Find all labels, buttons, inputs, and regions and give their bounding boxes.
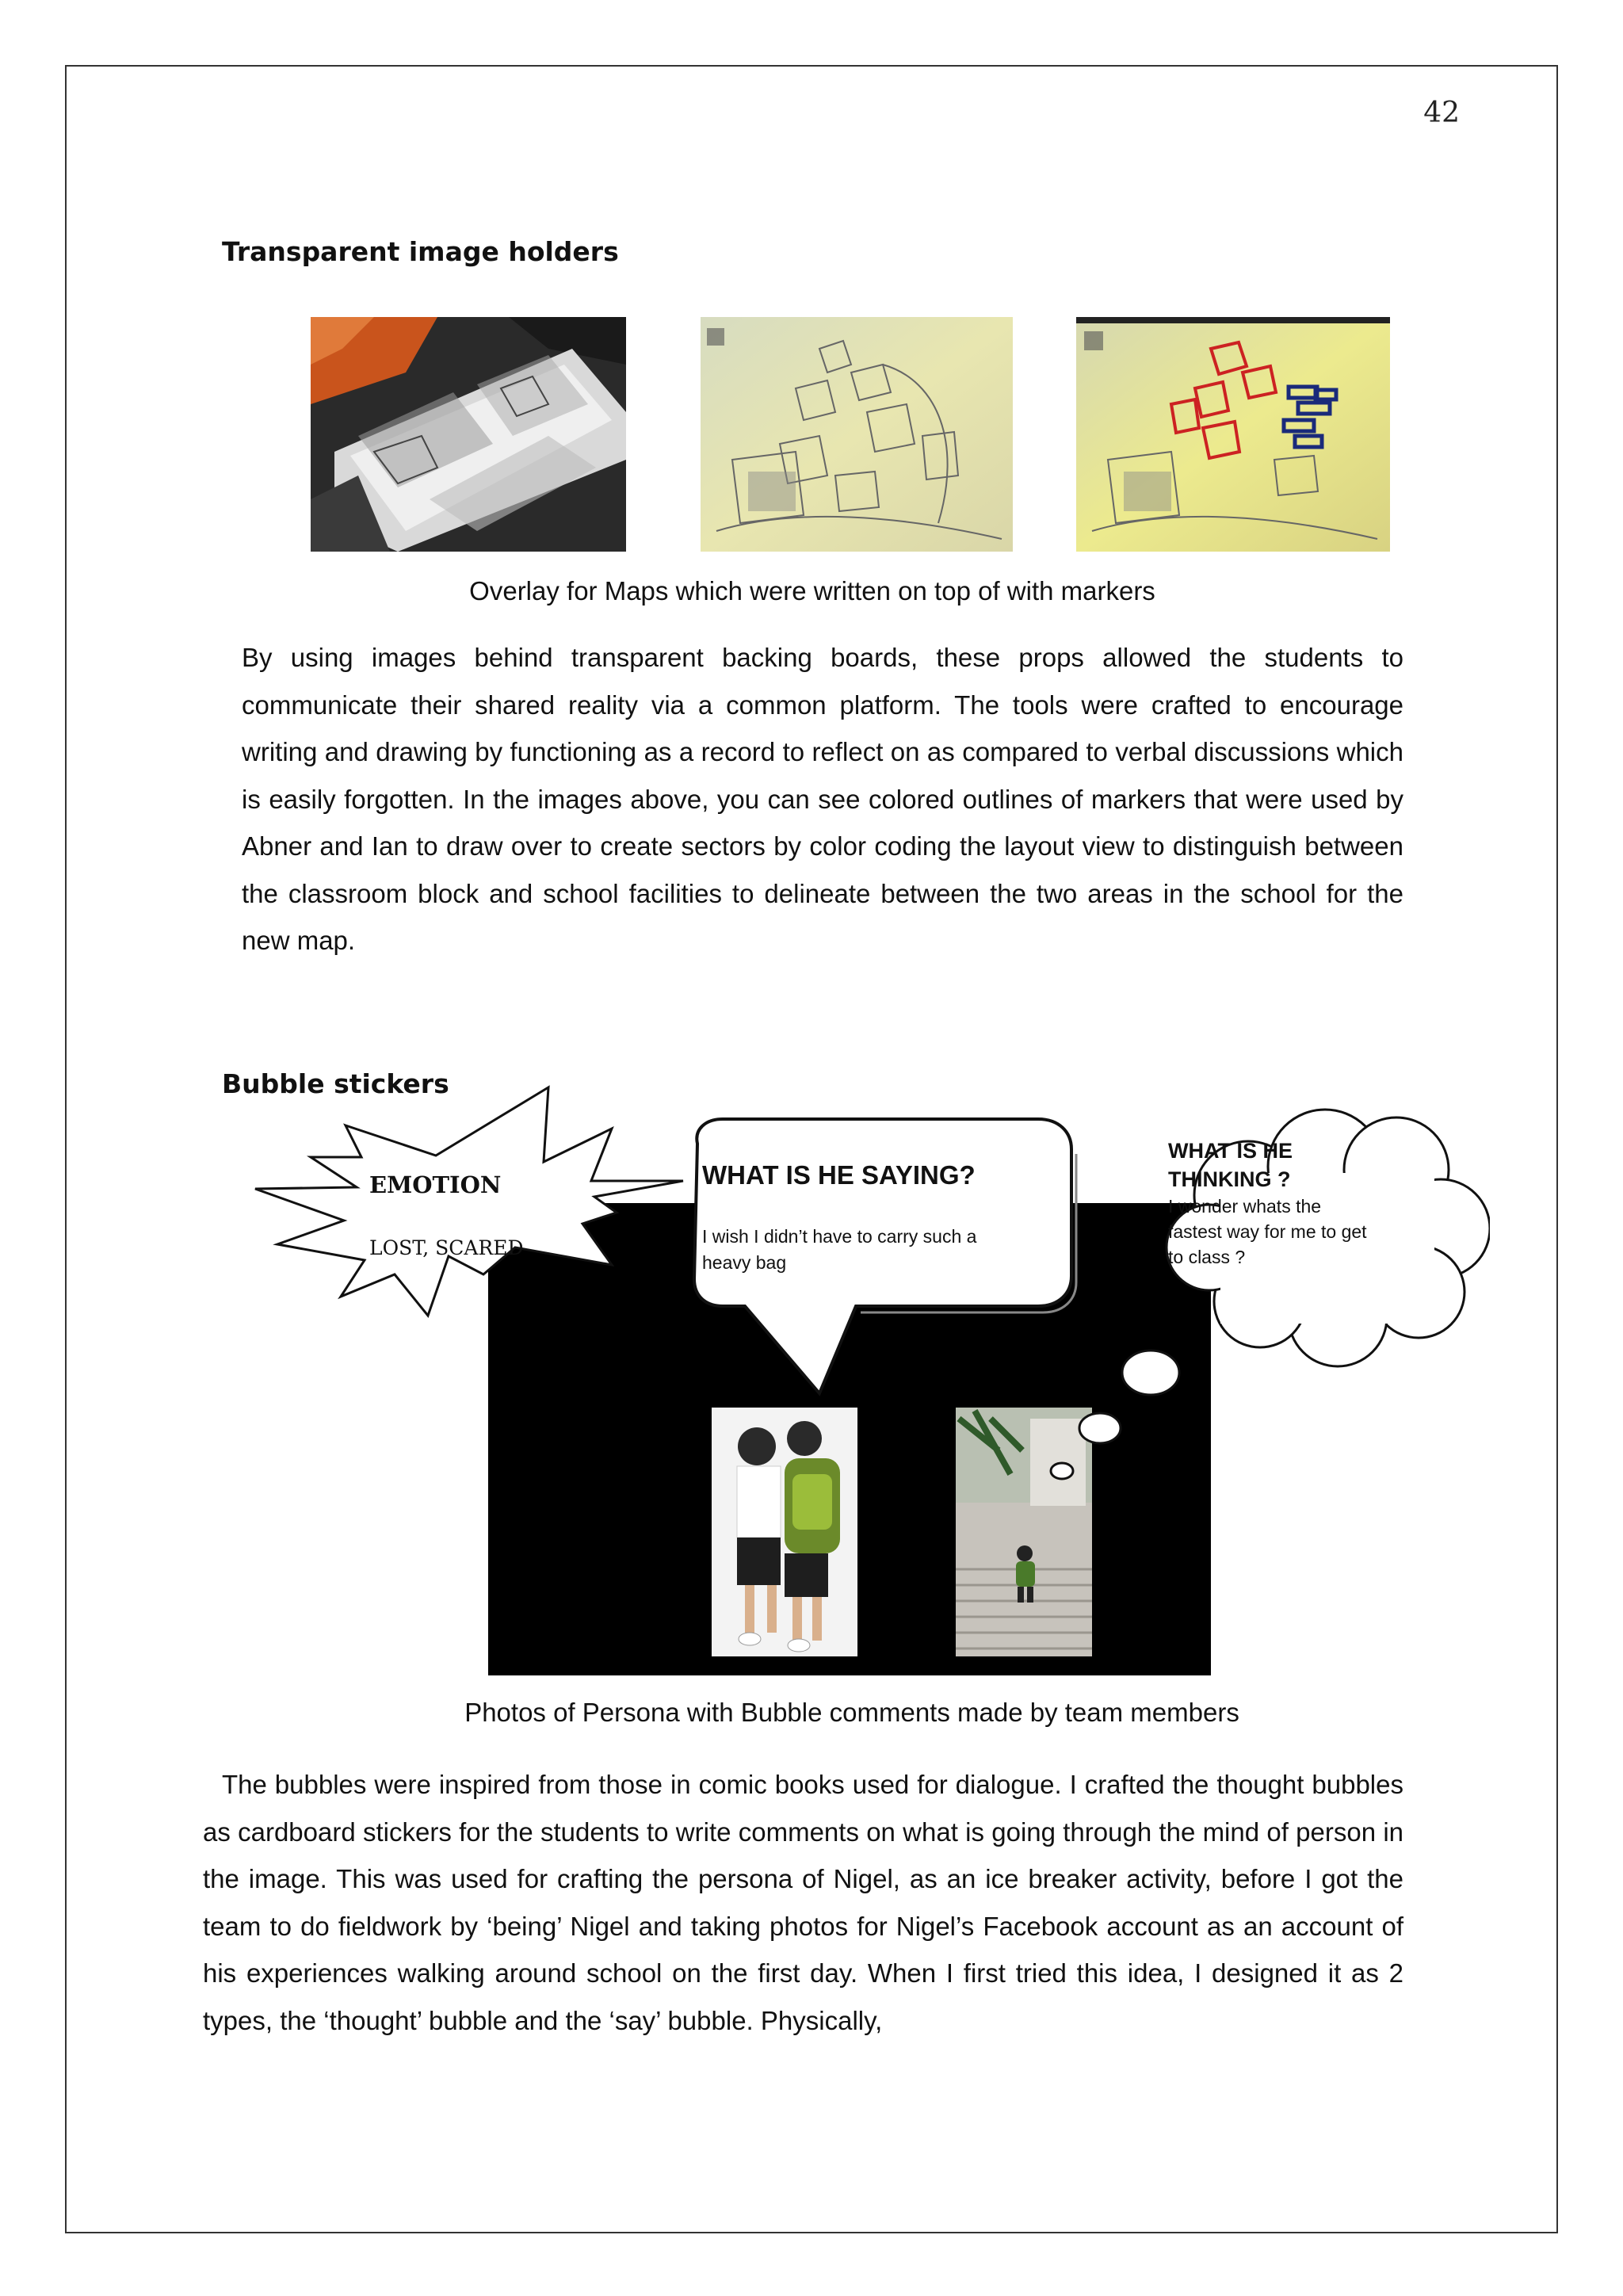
thought-bubble-text-line: fastest way for me to get	[1168, 1221, 1367, 1242]
speech-bubble-title: WHAT IS HE SAYING?	[702, 1160, 976, 1190]
paragraph-text: By using images behind transparent backing boards, these props allowed the students to communicate their shared reality via a common platform. The tools were crafted to encourage writing and drawing by functioning as a record to reflect on as compared to verbal discussions which is easily forgotten. In the images above, you can see colored outlines of markers that were used by Abner and Ian to draw over to create sectors by color coding the layout view to distinguish between the classroom block and school facilities to delineate between the two areas in the school for the new map.	[242, 643, 1403, 955]
figure-caption-bubbles: Photos of Persona with Bubble comments made by team members	[464, 1698, 1239, 1727]
figure-caption-maps: Overlay for Maps which were written on top of with markers	[469, 576, 1155, 606]
section-heading-bubble-stickers: Bubble stickers	[222, 1068, 449, 1099]
thought-bubble-text-line: to class ?	[1168, 1247, 1246, 1267]
photo-persona-boy-on-stairs	[956, 1408, 1092, 1656]
emotion-sticker-title: EMOTION	[369, 1171, 502, 1198]
speech-bubble-text	[702, 1224, 976, 1276]
photo-transparent-holders-table	[311, 317, 626, 552]
thought-bubble-title-line: WHAT IS HE	[1168, 1139, 1293, 1163]
photo-map-overlay-marked	[1076, 317, 1390, 552]
paragraph-transparent-holders	[242, 634, 1403, 965]
section-heading-transparent-image-holders: Transparent image holders	[222, 236, 619, 267]
thought-bubble-title-line: THINKING ?	[1168, 1167, 1291, 1191]
paragraph-bubble-stickers	[203, 1761, 1403, 2044]
photo-map-overlay-plain	[701, 317, 1013, 552]
speech-bubble-text-line: heavy bag	[702, 1252, 787, 1273]
thought-bubble-title	[1168, 1137, 1293, 1194]
photo-persona-two-boys	[712, 1408, 857, 1656]
thought-bubble-text-line: I wonder whats the	[1168, 1196, 1322, 1217]
emotion-sticker-text: LOST, SCARED	[369, 1236, 524, 1259]
bubble-stickers-figure	[238, 1078, 1490, 1680]
paragraph-text: The bubbles were inspired from those in comic books used for dialogue. I crafted the thought bubbles as cardboard stickers for the students to write comments on what is going through the mind of person in the image. This was used for crafting the persona of Nigel, as an ice breaker activity, before I got the team to do fieldwork by ‘being’ Nigel and taking photos for Nigel’s Facebook account as an account of his experiences walking around school on the first day. When I first tried this idea, I designed it as 2 types, the ‘thought’ bubble and the ‘say’ bubble. Physically,	[203, 1770, 1403, 2035]
speech-bubble-text-line: I wish I didn’t have to carry such a	[702, 1226, 977, 1247]
thought-bubble-text	[1168, 1194, 1367, 1270]
page-number: 42	[1423, 97, 1460, 129]
